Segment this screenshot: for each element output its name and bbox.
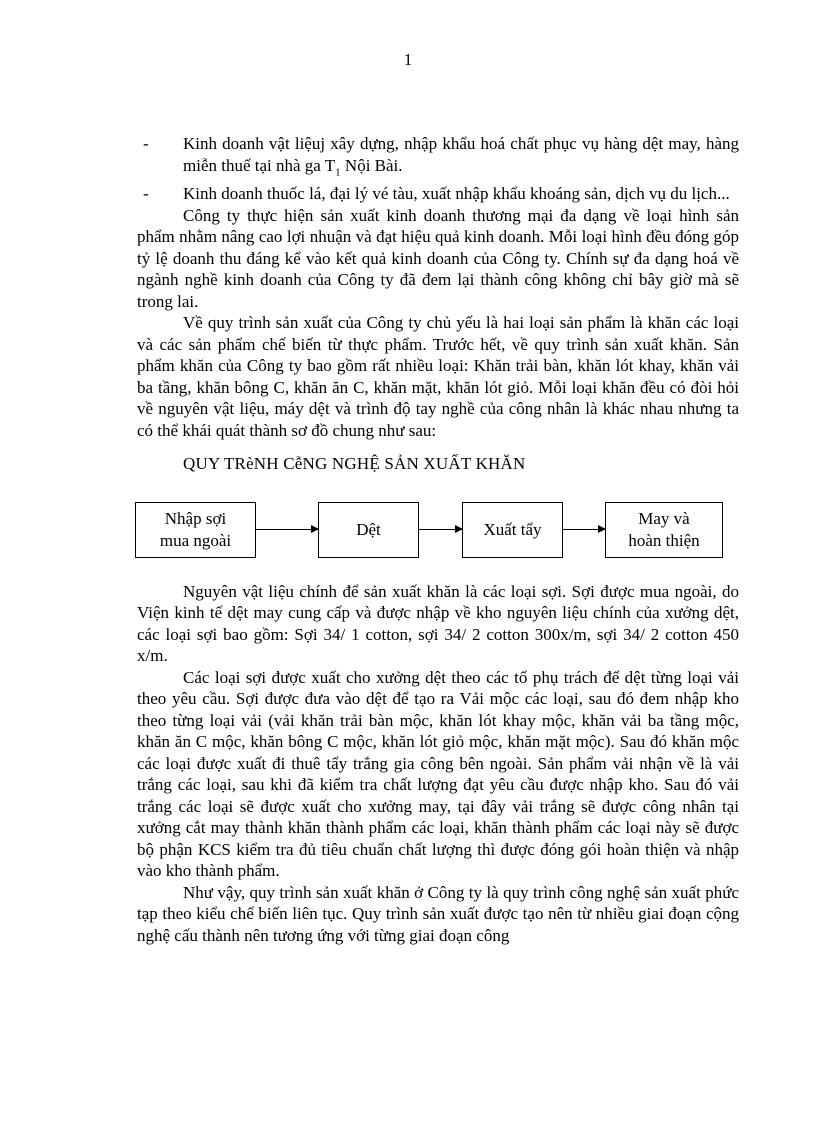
step-label-line1: May và <box>638 508 690 528</box>
flow-arrow <box>419 529 462 530</box>
step-box-sewing-finishing <box>605 502 723 558</box>
paragraph: Nguyên vật liệu chính để sản xuất khăn là các loại sợi. Sợi được mua ngoài, do Viện kinh tế dệt may cung cấp và được nhập về kho nguyên liệu chính của xưởng dệt, các loại sợi bao gồm: Sợi 34/ 1 cotton, sợi 34/ 2 cotton 300x/m, sợi 34/ 2 cotton 450 x/m. <box>137 581 739 666</box>
diagram-title: QUY TRèNH CễNG NGHỆ SẢN XUẤT KHĂN <box>183 454 526 474</box>
step-label-line2: mua ngoài <box>159 530 232 550</box>
process-flow-diagram <box>137 491 739 577</box>
bullet-text: Kinh doanh thuốc lá, đại lý vé tàu, xuất nhập khẩu khoáng sản, dịch vụ du lịch... <box>183 184 730 204</box>
document-body <box>137 133 739 946</box>
bullet-dash: - <box>143 134 149 153</box>
paragraph: Về quy trình sản xuất của Công ty chủ yếu là hai loại sản phẩm là khăn các loại và các sản phẩm chế biến từ thực phẩm. Trước hết, về quy trình sản xuất khăn. Sản phẩm khăn của Công ty bao gồm rất nhiều loại: Khăn trải bàn, khăn lót khay, khăn vải ba tầng, khăn bông C, khăn ăn C, khăn mặt, khăn lót giỏ. Mỗi loại khăn đều có đòi hỏi về nguyên vật liệu, máy dệt và trình độ tay nghề của công nhân là khác nhau nhưng ta có thể khái quát thành sơ đồ chung như sau: <box>137 313 739 440</box>
flow-arrow <box>256 529 318 530</box>
step-box-import-yarn <box>135 502 256 558</box>
step-box-bleaching <box>462 502 563 558</box>
step-label-line1: Dệt <box>356 519 381 539</box>
step-label-line1: Xuất tẩy <box>483 519 542 539</box>
bullet-item <box>137 133 739 183</box>
bullet-text: Kinh doanh vật liệuj xây dựng, nhập khẩu hoá chất phục vụ hàng dệt may, hàng miễn thuế tại nhà ga T <box>183 134 739 175</box>
paragraph: Như vậy, quy trình sản xuất khăn ở Công ty là quy trình công nghệ sản xuất phức tạp theo kiểu chế biến liên tục. Quy trình sản xuất được tạo nên từ nhiều giai đoạn cộng nghệ cấu thành nên tương ứng với từng giai đoạn công <box>137 882 739 945</box>
subscript: 1 <box>335 165 341 178</box>
bullet-item <box>137 183 739 205</box>
bullet-text-end: Nội Bài. <box>340 155 403 175</box>
bullet-dash: - <box>143 184 149 204</box>
paragraph: Các loại sợi được xuất cho xưởng dệt theo các tổ phụ trách để dệt từng loại vải theo yêu cầu. Sợi được đưa vào dệt để tạo ra Vải mộc các loại, sau đó đem nhập kho theo từng loại vải (vải khăn trải bàn mộc, khăn lót khay mộc, khăn vải ba tầng mộc, khăn ăn C mộc, khăn bông C mộc, khăn lót giỏ mộc, khăn mặt mộc). Sau đó khăn mộc các loại được xuất đi thuê tẩy trắng gia công bên ngoài. Sản phẩm vải nhận về là vải trắng các loại, sau khi đã kiểm tra chất lượng đạt yêu cầu được nhập kho. Sau đó vải trắng các loại sẽ được xuất cho xưởng may, tại đây vải trắng sẽ được công nhân tại xưởng cắt may thành khăn thành phẩm các loại, khăn thành phẩm các loại này sẽ được bộ phận KCS kiểm tra đủ tiêu chuẩn chất lượng thì được đóng gói hoàn thiện và nhập vào kho thành phẩm. <box>137 667 739 881</box>
paragraph: Công ty thực hiện sản xuất kinh doanh thương mại đa dạng về loại hình sản phẩm nhằm nâng cao lợi nhuận và đạt hiệu quả kinh doanh. Mỗi loại hình đều đóng góp tỷ lệ doanh thu đáng kể vào kết quả kinh doanh của Công ty. Chính sự đa dạng hoá về ngành nghề kinh doanh của Công ty đã đem lại thành công không chỉ bây giờ mà sẽ trong lai. <box>137 205 739 311</box>
step-box-weaving <box>318 502 419 558</box>
step-label-line2: hoàn thiện <box>628 530 700 550</box>
flow-arrow <box>563 529 605 530</box>
page-number: 1 <box>403 50 413 69</box>
step-label-line1: Nhập sợi <box>164 508 227 528</box>
